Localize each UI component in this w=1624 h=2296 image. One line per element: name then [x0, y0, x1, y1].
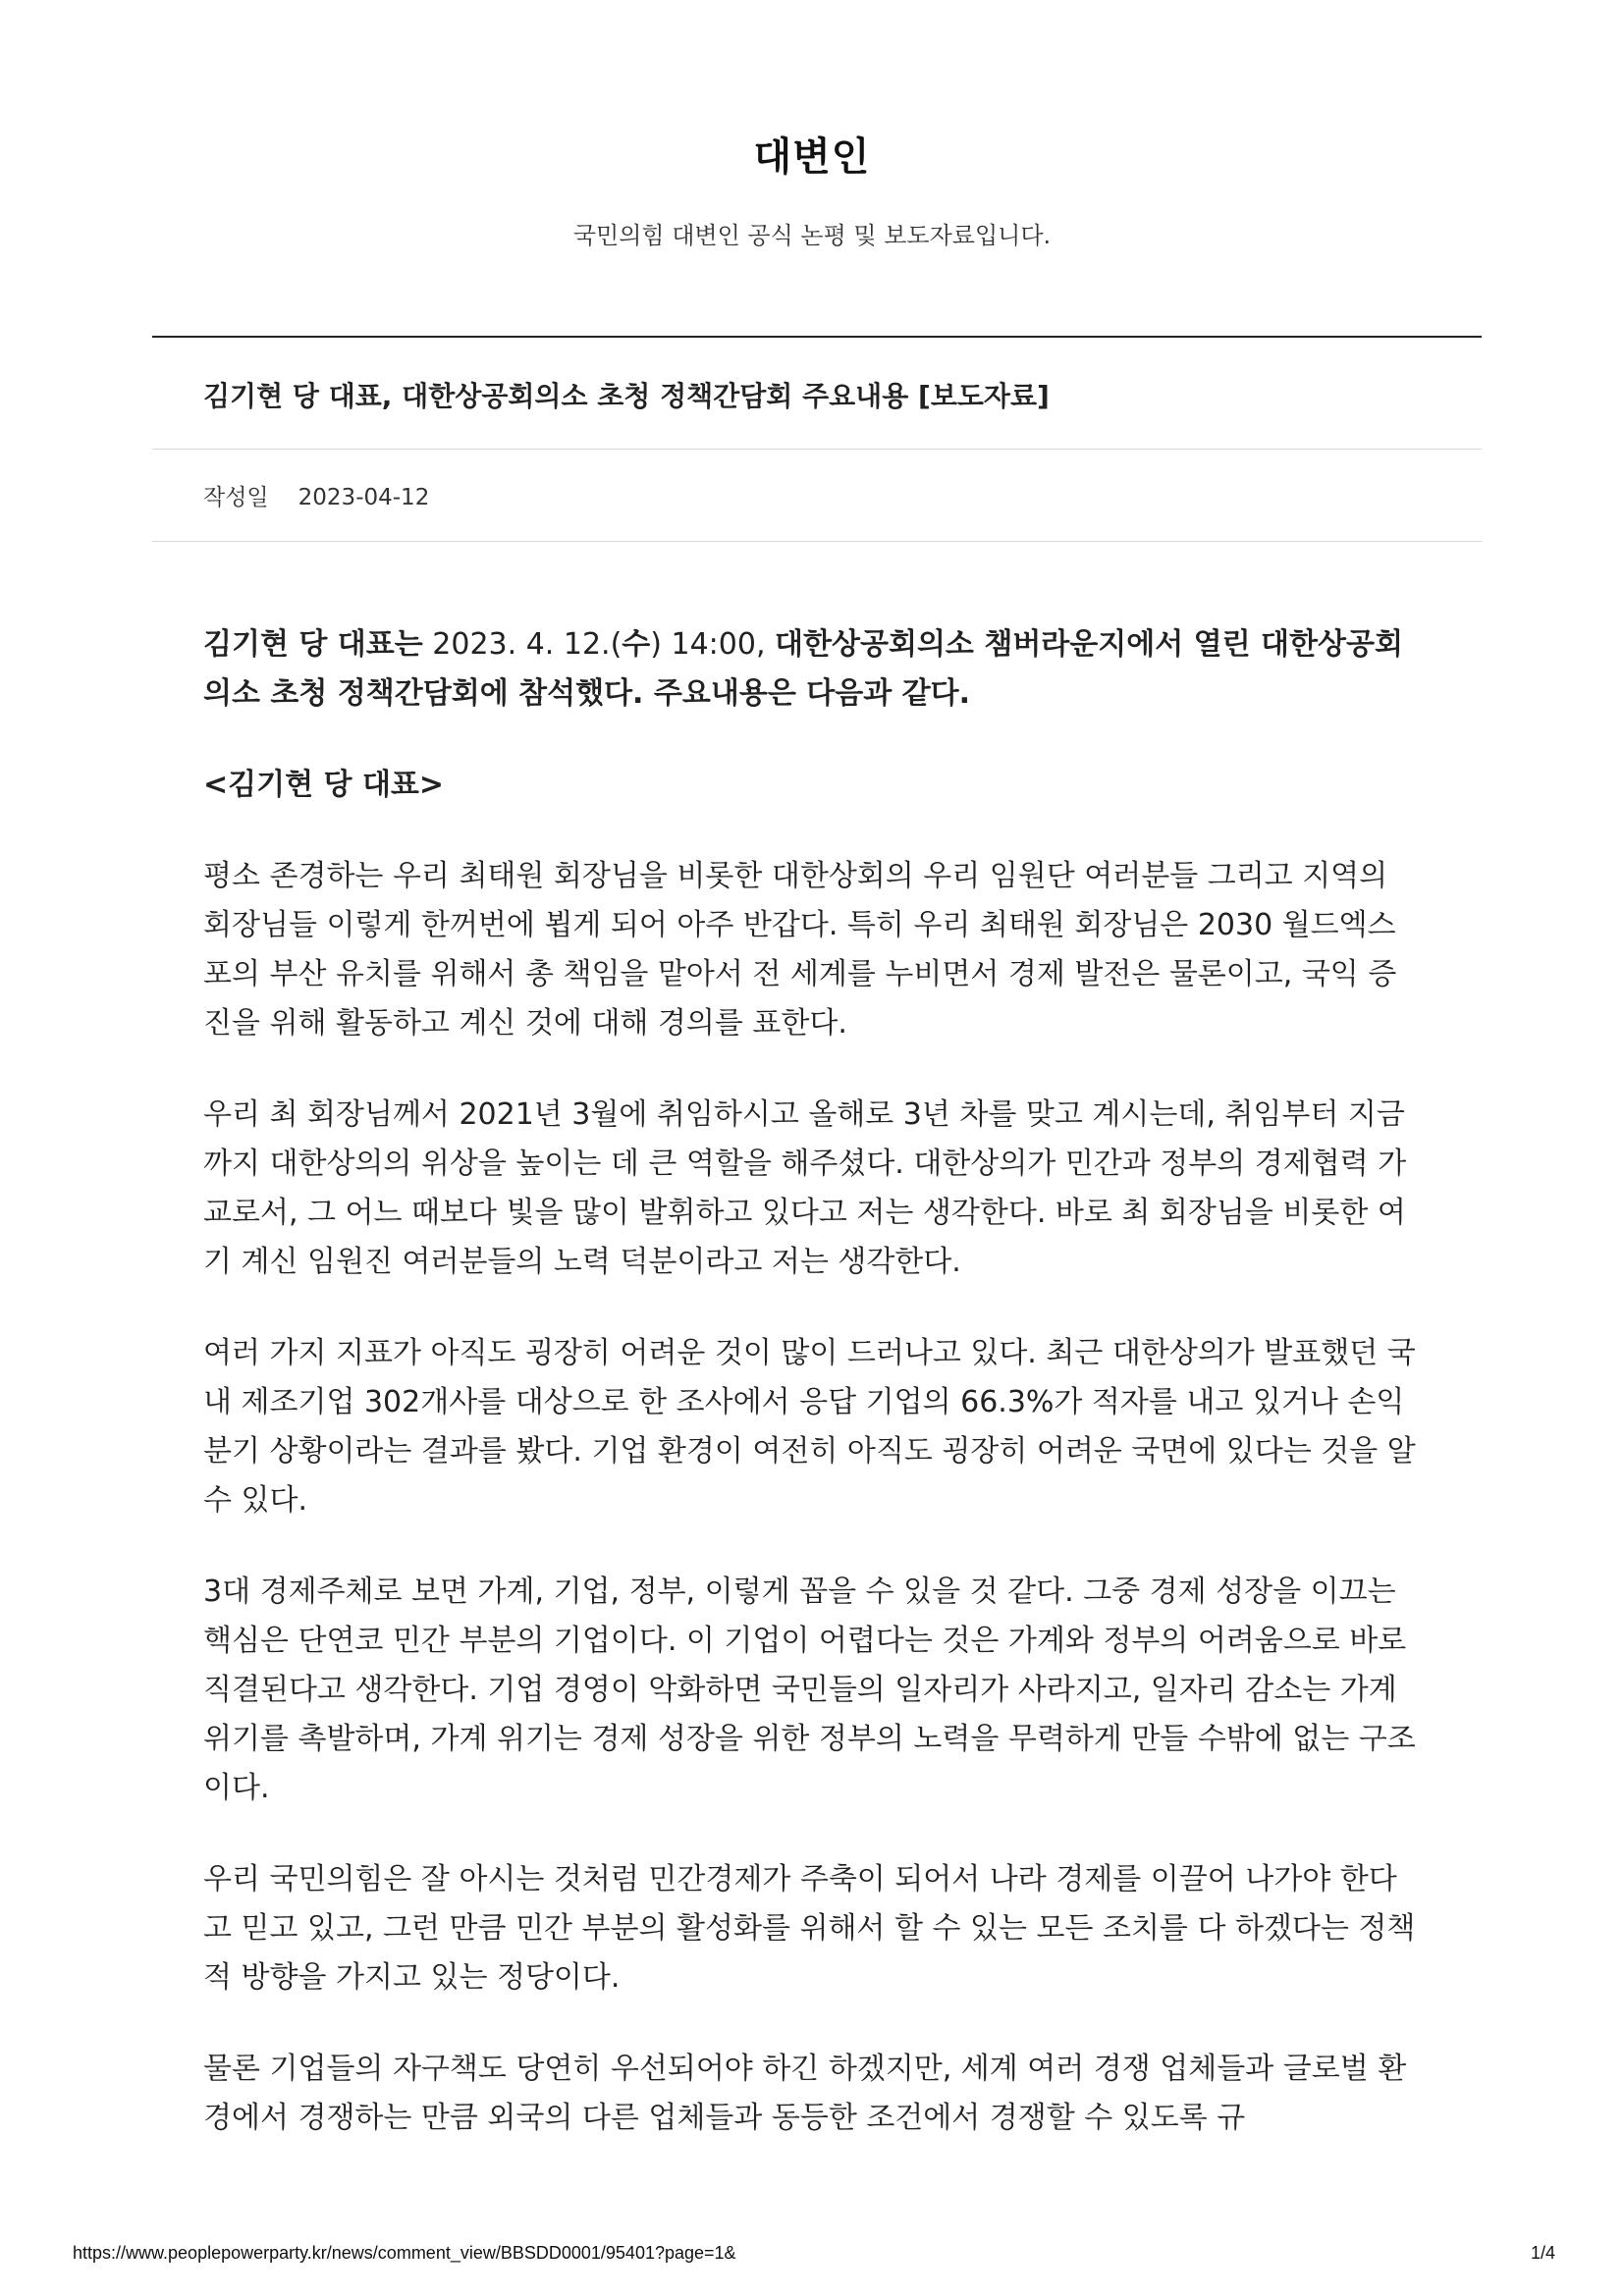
- date-value: 2023-04-12: [298, 485, 430, 510]
- post-title: 김기현 당 대표, 대한상공회의소 초청 정책간담회 주요내용 [보도자료]: [203, 380, 1050, 412]
- article-body: [203, 620, 1421, 2185]
- post-meta: [203, 479, 429, 511]
- intro-date: 2023. 4. 12.(: [422, 627, 623, 662]
- article-paragraph: 우리 최 회장님께서 2021년 3월에 취임하시고 올해로 3년 차를 맞고 계시는데, 취임부터 지금까지 대한상의의 위상을 높이는 데 큰 역할을 해주셨다. 대한상의가 민간과 정부의 경제협력 가교로서, 그 어느 때보다 빛을 많이 발휘하고 있다고 저는 생각한다. 바로 최 회장님을 비롯한 여기 계신 임원진 여러분들의 노력 덕분이라고 저는 생각한다.: [203, 1097, 1407, 1279]
- article-paragraph: 물론 기업들의 자구책도 당연히 우선되어야 하긴 하겠지만, 세계 여러 경쟁 업체들과 글로벌 환경에서 경쟁하는 만큼 외국의 다른 업체들과 동등한 조건에서 경쟁할 수 있도록 규: [203, 2052, 1407, 2135]
- intro-description: 대한상공회의소 챔버라운지에서 열린 대한상공회의소 초청 정책간담회에 참석했다. 주요내용은 다음과 같다.: [203, 627, 1403, 711]
- article-intro: [203, 620, 1421, 719]
- article-paragraph: 여러 가지 지표가 아직도 굉장히 어려운 것이 많이 드러나고 있다. 최근 대한상의가 발표했던 국내 제조기업 302개사를 대상으로 한 조사에서 응답 기업의 66.3%가 적자를 내고 있거나 손익분기 상황이라는 결과를 봤다. 기업 환경이 여전히 아직도 굉장히 어려운 국면에 있다는 것을 알 수 있다.: [203, 1336, 1416, 1518]
- intro-subject: 김기현 당 대표는: [203, 627, 423, 662]
- article-paragraph: 우리 국민의힘은 잘 아시는 것처럼 민간경제가 주축이 되어서 나라 경제를 이끌어 나가야 한다고 믿고 있고, 그런 만큼 민간 부분의 활성화를 위해서 할 수 있는 모든 조치를 다 하겠다는 정책적 방향을 가지고 있는 정당이다.: [203, 1862, 1416, 1995]
- header-divider: [152, 336, 1482, 338]
- page-number: 1/4: [1530, 2243, 1555, 2263]
- site-subtitle: 국민의힘 대변인 공식 논평 및 보도자료입니다.: [572, 222, 1052, 249]
- article-paragraph: 평소 존경하는 우리 최태원 회장님을 비롯한 대한상회의 우리 임원단 여러분들 그리고 지역의 회장님들 이렇게 한꺼번에 뵙게 되어 아주 반갑다. 특히 우리 최태원 회장님은 2030 월드엑스포의 부산 유치를 위해서 총 책임을 맡아서 전 세계를 누비면서 경제 발전은 물론이고, 국익 증진을 위해 활동하고 계신 것에 대해 경의를 표한다.: [203, 859, 1397, 1041]
- article-paragraph: 3대 경제주체로 보면 가계, 기업, 정부, 이렇게 꼽을 수 있을 것 같다. 그중 경제 성장을 이끄는 핵심은 단연코 민간 부분의 기업이다. 이 기업이 어렵다는 것은 가계와 정부의 어려움으로 바로 직결된다고 생각한다. 기업 경영이 악화하면 국민들의 일자리가 사라지고, 일자리 감소는 가계 위기를 촉발하며, 가계 위기는 경제 성장을 위한 정부의 노력을 무력하게 만들 수밖에 없는 구조이다.: [203, 1575, 1416, 1805]
- footer-url: https://www.peoplepowerparty.kr/news/comment_view/BBSDD0001/95401?page=1&: [73, 2243, 736, 2263]
- intro-day: 수: [622, 627, 651, 662]
- date-label: 작성일: [203, 485, 269, 510]
- title-divider: [152, 449, 1482, 450]
- speaker-heading: <김기현 당 대표>: [203, 768, 445, 802]
- meta-divider: [152, 541, 1482, 542]
- site-title: 대변인: [753, 134, 871, 180]
- intro-time: ) 14:00,: [650, 627, 776, 662]
